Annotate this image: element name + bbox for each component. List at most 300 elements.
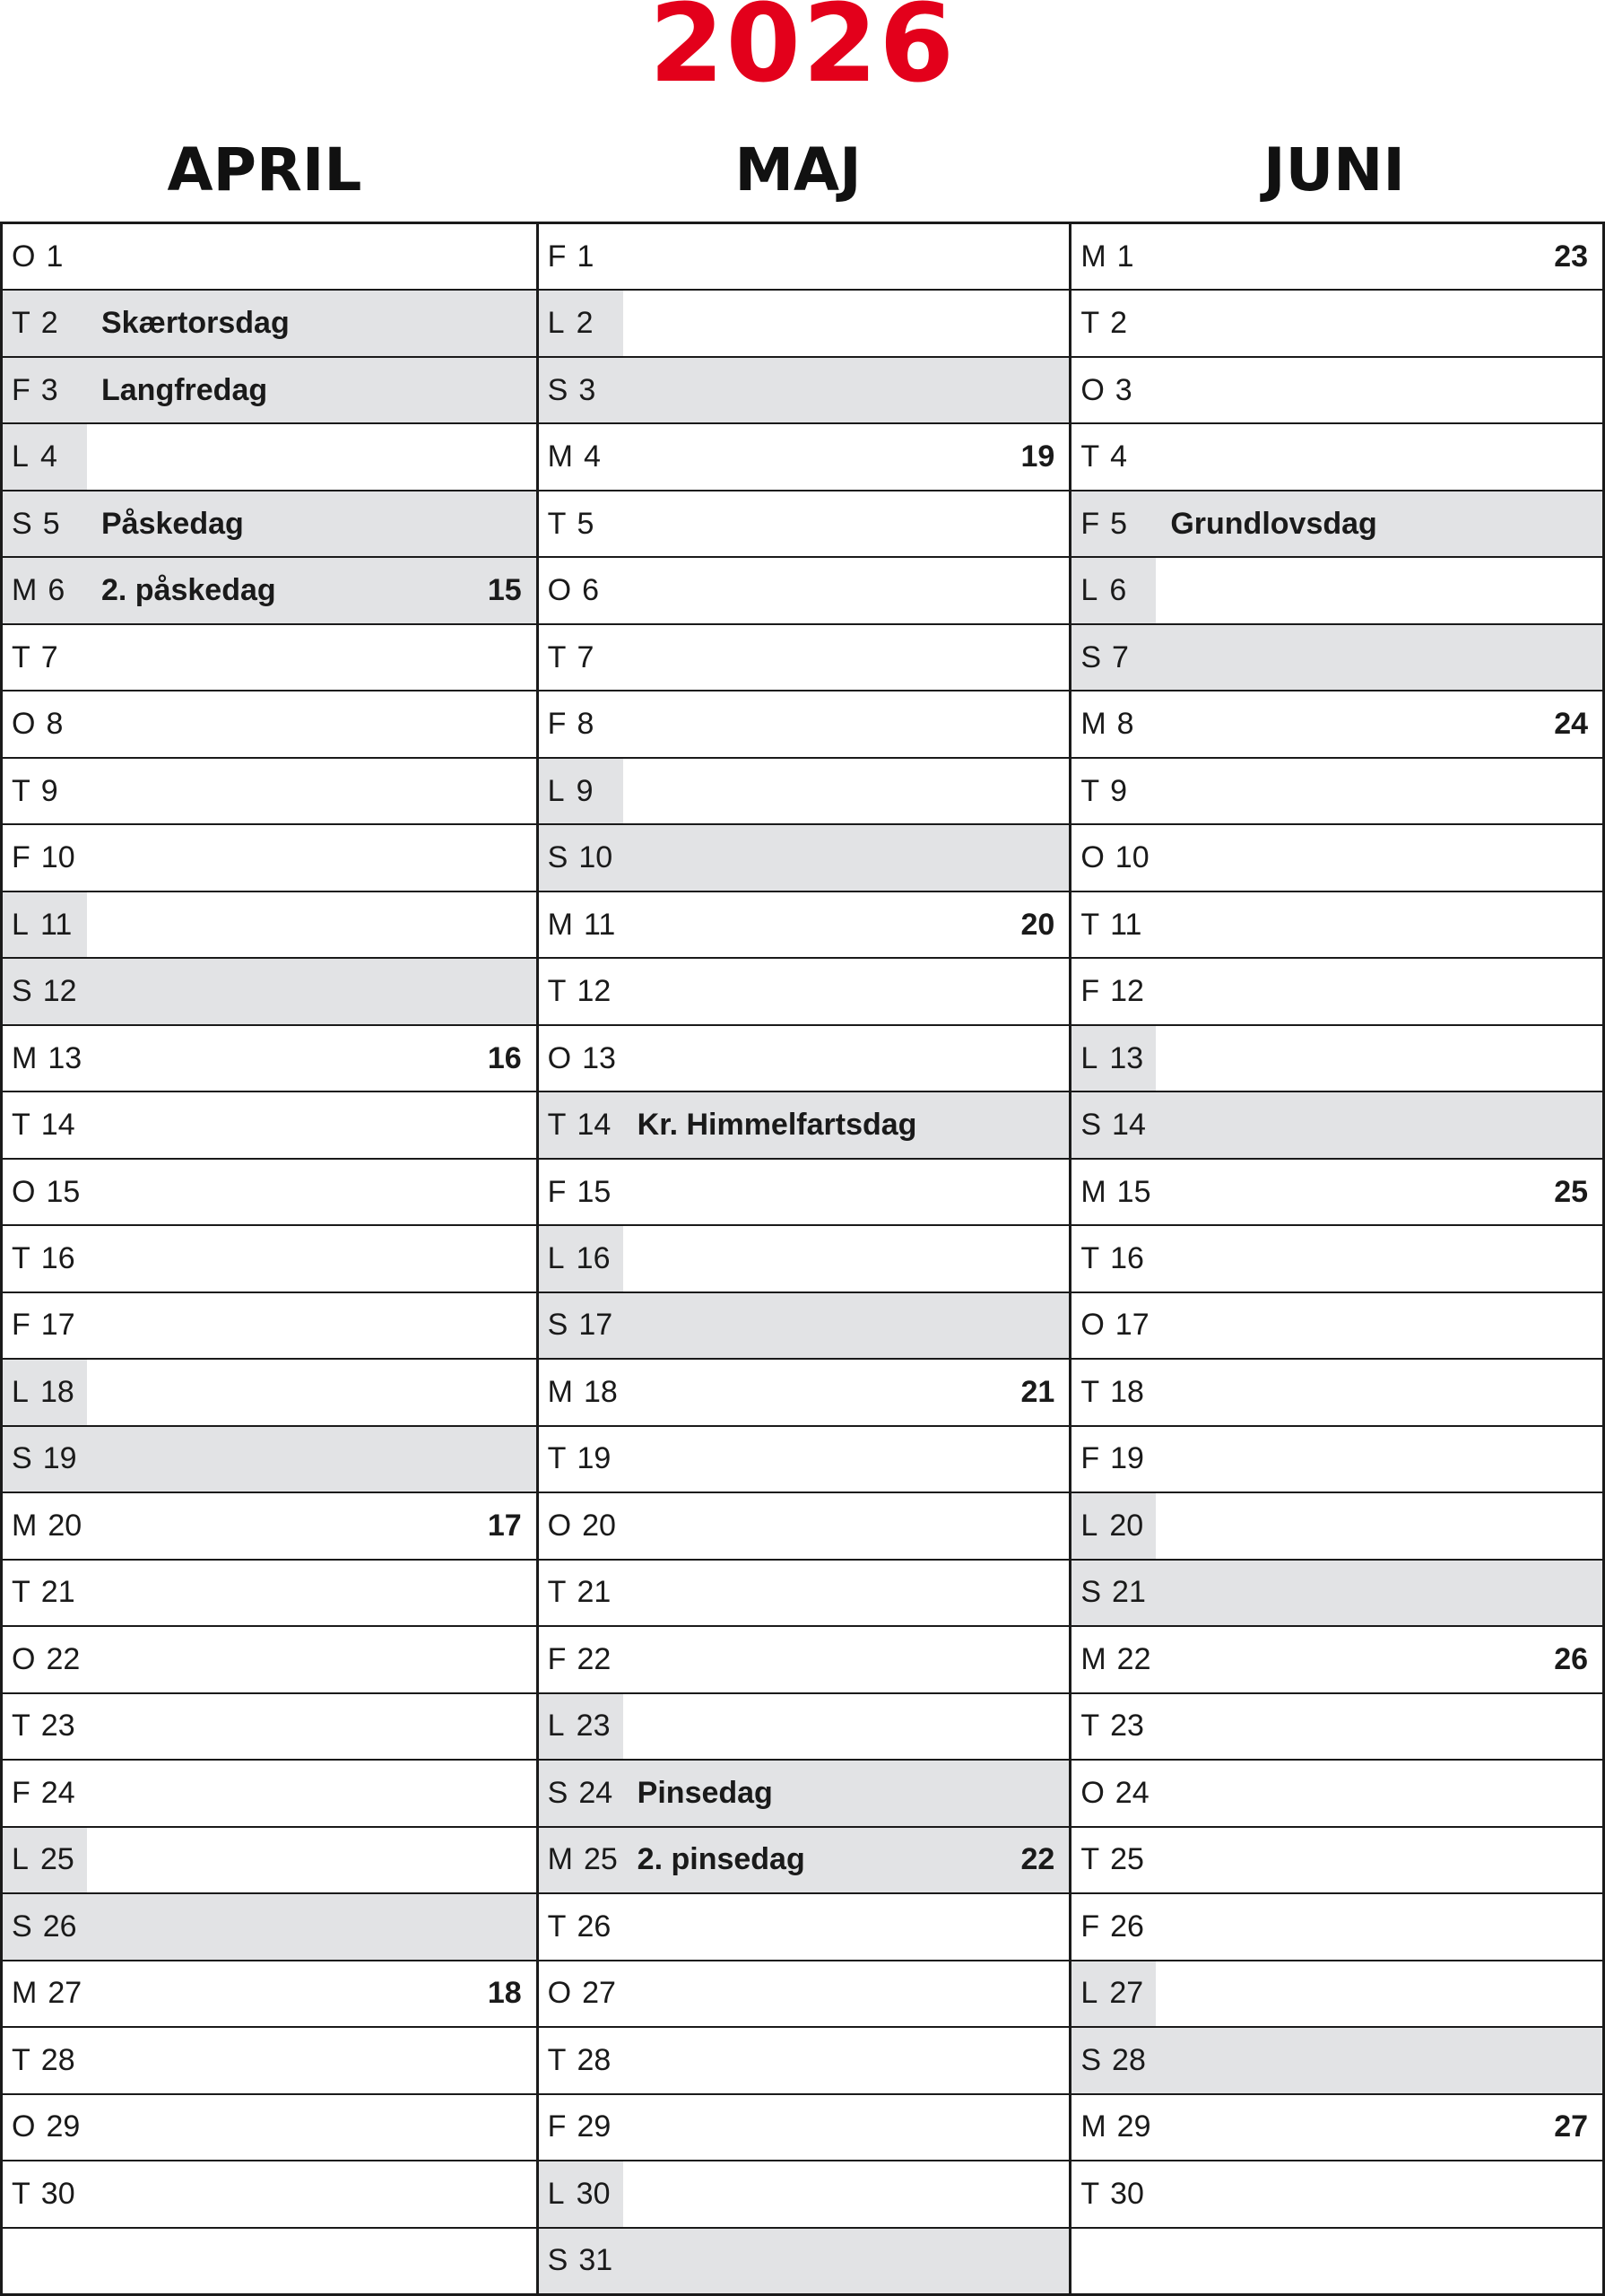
day-row bbox=[1071, 892, 1602, 959]
weekday-letter: T bbox=[1080, 1709, 1100, 1744]
month-header-juni: JUNI bbox=[1263, 135, 1405, 204]
day-row bbox=[3, 491, 536, 558]
weekday-letter: S bbox=[1080, 1108, 1102, 1143]
day-number: 14 bbox=[577, 1108, 612, 1143]
weekday-letter: M bbox=[12, 573, 38, 608]
day-label bbox=[539, 1026, 623, 1091]
day-number: 2 bbox=[40, 306, 58, 341]
weekday-letter: M bbox=[547, 1374, 573, 1409]
day-row bbox=[539, 1694, 1070, 1761]
day-row bbox=[3, 825, 536, 891]
day-label bbox=[539, 558, 623, 622]
weekday-letter: M bbox=[1080, 2109, 1106, 2144]
day-label bbox=[539, 424, 623, 489]
weekday-letter: M bbox=[547, 1842, 573, 1877]
day-number: 1 bbox=[577, 239, 594, 274]
day-row bbox=[539, 759, 1070, 825]
month-header-april: APRIL bbox=[167, 135, 362, 204]
holiday-name: 2. pinsedag bbox=[637, 1842, 805, 1877]
day-row bbox=[1071, 1427, 1602, 1493]
weekday-letter: M bbox=[12, 1976, 38, 2011]
day-row bbox=[539, 2095, 1070, 2161]
day-number: 8 bbox=[577, 707, 594, 742]
day-number: 29 bbox=[1116, 2109, 1151, 2144]
weekday-letter: S bbox=[12, 1441, 32, 1476]
day-label bbox=[3, 1293, 87, 1358]
day-row bbox=[3, 2229, 536, 2293]
day-label bbox=[1071, 1961, 1156, 2026]
weekday-letter: S bbox=[547, 1775, 568, 1810]
day-row bbox=[1071, 491, 1602, 558]
year-title: 2026 bbox=[649, 0, 956, 107]
day-number: 4 bbox=[40, 439, 57, 474]
day-label bbox=[3, 1894, 87, 1959]
calendar-grid bbox=[0, 222, 1605, 2296]
day-row bbox=[539, 1092, 1070, 1159]
weekday-letter: T bbox=[547, 1575, 567, 1610]
day-label bbox=[1071, 1293, 1156, 1358]
day-row bbox=[3, 2161, 536, 2228]
day-label bbox=[539, 2028, 623, 2092]
day-label bbox=[3, 1493, 87, 1558]
day-number: 11 bbox=[584, 907, 616, 942]
day-row bbox=[1071, 625, 1602, 691]
weekday-letter: S bbox=[12, 506, 32, 541]
day-row bbox=[539, 224, 1070, 291]
day-number: 24 bbox=[1115, 1775, 1150, 1810]
day-row bbox=[539, 1894, 1070, 1961]
day-number: 5 bbox=[577, 506, 594, 541]
day-row bbox=[539, 1493, 1070, 1560]
day-row bbox=[539, 1961, 1070, 2028]
weekday-letter: F bbox=[547, 1641, 567, 1676]
weekday-letter: F bbox=[547, 707, 567, 742]
day-label bbox=[3, 1694, 87, 1759]
weekday-letter: O bbox=[1080, 1308, 1105, 1343]
weekday-letter: T bbox=[1080, 1241, 1100, 1275]
day-number: 22 bbox=[577, 1641, 612, 1676]
day-row bbox=[539, 2161, 1070, 2228]
day-label bbox=[539, 2161, 623, 2226]
day-row bbox=[1071, 224, 1602, 291]
day-label bbox=[539, 1894, 623, 1959]
day-label bbox=[3, 358, 87, 422]
weekday-letter: T bbox=[547, 1909, 567, 1944]
day-row bbox=[3, 558, 536, 624]
day-row bbox=[1071, 1961, 1602, 2028]
day-label bbox=[3, 1828, 87, 1892]
day-label bbox=[539, 892, 623, 957]
day-row bbox=[1071, 1894, 1602, 1961]
day-label bbox=[1071, 358, 1156, 422]
day-number: 6 bbox=[582, 573, 600, 608]
day-number: 27 bbox=[1109, 1976, 1144, 2011]
day-number: 26 bbox=[577, 1909, 612, 1944]
day-number: 10 bbox=[1115, 840, 1150, 875]
weekday-letter: F bbox=[12, 372, 30, 407]
weekday-letter: L bbox=[1080, 1508, 1098, 1543]
day-number: 25 bbox=[1110, 1842, 1144, 1877]
day-label bbox=[1071, 1694, 1156, 1759]
day-number: 3 bbox=[578, 372, 596, 407]
week-number: 26 bbox=[1554, 1641, 1589, 1676]
weekday-letter: L bbox=[1080, 1976, 1098, 2011]
day-row bbox=[1071, 1694, 1602, 1761]
day-row bbox=[539, 892, 1070, 959]
day-number: 25 bbox=[40, 1842, 74, 1877]
holiday-name: Grundlovsdag bbox=[1170, 506, 1377, 541]
day-row bbox=[1071, 424, 1602, 491]
weekday-letter: M bbox=[1080, 1174, 1106, 1209]
day-row bbox=[1071, 1226, 1602, 1292]
day-row bbox=[539, 1293, 1070, 1360]
day-number: 19 bbox=[42, 1441, 77, 1476]
weekday-letter: S bbox=[12, 1909, 32, 1944]
weekday-letter: T bbox=[1080, 439, 1100, 474]
day-number: 12 bbox=[577, 974, 612, 1009]
day-label bbox=[539, 759, 623, 823]
weekday-letter: T bbox=[12, 2176, 30, 2211]
week-number: 23 bbox=[1554, 239, 1589, 274]
holiday-name: Pinsedag bbox=[637, 1775, 773, 1810]
weekday-letter: T bbox=[12, 306, 30, 341]
day-row bbox=[3, 1160, 536, 1226]
day-number: 16 bbox=[40, 1241, 75, 1275]
weekday-letter: T bbox=[1080, 2176, 1100, 2211]
day-row bbox=[3, 358, 536, 424]
day-row bbox=[539, 1627, 1070, 1693]
month-column bbox=[536, 224, 1070, 2293]
day-row bbox=[3, 291, 536, 357]
day-label bbox=[539, 625, 623, 690]
day-row bbox=[3, 424, 536, 491]
day-number: 21 bbox=[577, 1575, 612, 1610]
day-number: 26 bbox=[1110, 1909, 1144, 1944]
day-row bbox=[539, 1828, 1070, 1894]
weekday-letter: M bbox=[1080, 239, 1106, 274]
day-number: 15 bbox=[577, 1174, 612, 1209]
day-row bbox=[3, 691, 536, 758]
weekday-letter: T bbox=[547, 1441, 567, 1476]
weekday-letter: F bbox=[12, 1775, 30, 1810]
weekday-letter: T bbox=[547, 506, 567, 541]
day-label bbox=[1071, 1493, 1156, 1558]
weekday-letter: O bbox=[1080, 1775, 1105, 1810]
day-number: 23 bbox=[40, 1709, 75, 1744]
day-row bbox=[1071, 1761, 1602, 1827]
day-number: 7 bbox=[577, 639, 594, 674]
day-row bbox=[3, 1026, 536, 1092]
day-label bbox=[539, 1561, 623, 1625]
day-label bbox=[1071, 1627, 1156, 1692]
day-label bbox=[3, 625, 87, 690]
day-label bbox=[3, 825, 87, 890]
day-row bbox=[1071, 1293, 1602, 1360]
weekday-letter: T bbox=[12, 639, 30, 674]
weekday-letter: T bbox=[547, 1108, 567, 1143]
day-row bbox=[1071, 1561, 1602, 1627]
day-number: 17 bbox=[1115, 1308, 1150, 1343]
day-label bbox=[539, 825, 623, 890]
day-label bbox=[539, 1627, 623, 1692]
weekday-letter: O bbox=[12, 2109, 36, 2144]
weekday-letter: F bbox=[1080, 1909, 1100, 1944]
week-number: 22 bbox=[1020, 1842, 1055, 1877]
day-row bbox=[3, 224, 536, 291]
day-label bbox=[1071, 291, 1156, 355]
day-row bbox=[539, 1561, 1070, 1627]
day-number: 28 bbox=[1112, 2042, 1146, 2077]
weekday-letter: T bbox=[12, 773, 30, 808]
weekday-letter: M bbox=[1080, 1641, 1106, 1676]
day-label bbox=[1071, 1360, 1156, 1424]
day-number: 5 bbox=[1110, 506, 1128, 541]
day-label bbox=[1071, 1828, 1156, 1892]
day-number: 30 bbox=[40, 2176, 75, 2211]
weekday-letter: F bbox=[12, 1308, 30, 1343]
day-label bbox=[1071, 2229, 1156, 2293]
day-label bbox=[3, 2028, 87, 2092]
day-number: 15 bbox=[46, 1174, 81, 1209]
day-row bbox=[3, 2095, 536, 2161]
day-row bbox=[3, 1761, 536, 1827]
day-number: 15 bbox=[1116, 1174, 1151, 1209]
holiday-name: Kr. Himmelfartsdag bbox=[637, 1108, 917, 1143]
weekday-letter: F bbox=[547, 1174, 567, 1209]
day-row bbox=[3, 2028, 536, 2094]
weekday-letter: L bbox=[1080, 573, 1098, 608]
weekday-letter: O bbox=[12, 1641, 36, 1676]
day-number: 13 bbox=[1109, 1040, 1144, 1075]
weekday-letter: L bbox=[547, 306, 565, 341]
day-label bbox=[3, 424, 87, 489]
day-number: 18 bbox=[1110, 1374, 1144, 1409]
weekday-letter: O bbox=[12, 1174, 36, 1209]
day-label bbox=[1071, 2028, 1156, 2092]
weekday-letter: F bbox=[1080, 974, 1100, 1009]
weekday-letter: F bbox=[547, 239, 567, 274]
weekday-letter: T bbox=[12, 1241, 30, 1275]
day-number: 2 bbox=[1110, 306, 1128, 341]
day-number: 9 bbox=[576, 773, 594, 808]
day-row bbox=[1071, 1092, 1602, 1159]
day-label bbox=[539, 1761, 623, 1825]
day-number: 9 bbox=[40, 773, 58, 808]
day-number: 18 bbox=[584, 1374, 618, 1409]
day-number: 28 bbox=[40, 2042, 75, 2077]
day-number: 19 bbox=[1110, 1441, 1144, 1476]
day-label bbox=[3, 224, 87, 289]
day-number: 31 bbox=[578, 2243, 613, 2278]
day-label bbox=[539, 1293, 623, 1358]
day-label bbox=[3, 1360, 87, 1424]
day-label bbox=[3, 1092, 87, 1157]
day-number: 29 bbox=[46, 2109, 81, 2144]
day-row bbox=[539, 2229, 1070, 2293]
day-number: 13 bbox=[582, 1040, 616, 1075]
weekday-letter: T bbox=[547, 639, 567, 674]
day-number: 19 bbox=[577, 1441, 612, 1476]
weekday-letter: M bbox=[547, 439, 573, 474]
day-row bbox=[1071, 691, 1602, 758]
weekday-letter: T bbox=[12, 2042, 30, 2077]
day-label bbox=[3, 1961, 87, 2026]
day-label bbox=[1071, 825, 1156, 890]
day-number: 17 bbox=[40, 1308, 75, 1343]
day-number: 10 bbox=[578, 840, 613, 875]
day-label bbox=[1071, 759, 1156, 823]
weekday-letter: T bbox=[547, 2042, 567, 2077]
day-row bbox=[1071, 825, 1602, 891]
day-label bbox=[539, 1427, 623, 1492]
day-label bbox=[3, 959, 87, 1023]
day-label bbox=[3, 759, 87, 823]
weekday-letter: F bbox=[1080, 506, 1100, 541]
day-row bbox=[1071, 2028, 1602, 2094]
holiday-name: Skærtorsdag bbox=[101, 306, 290, 341]
day-row bbox=[539, 625, 1070, 691]
day-row bbox=[1071, 959, 1602, 1025]
day-label bbox=[1071, 224, 1156, 289]
weekday-letter: S bbox=[1080, 639, 1102, 674]
weekday-letter: O bbox=[547, 1040, 572, 1075]
weekday-letter: T bbox=[1080, 1374, 1100, 1409]
day-number: 4 bbox=[1110, 439, 1128, 474]
day-number: 5 bbox=[42, 506, 60, 541]
weekday-letter: O bbox=[547, 573, 572, 608]
day-label bbox=[1071, 1226, 1156, 1291]
day-number: 21 bbox=[40, 1575, 75, 1610]
day-row bbox=[3, 1627, 536, 1693]
day-number: 4 bbox=[584, 439, 601, 474]
weekday-letter: S bbox=[1080, 1575, 1102, 1610]
day-label bbox=[539, 691, 623, 756]
day-row bbox=[539, 558, 1070, 624]
day-label bbox=[539, 2229, 623, 2293]
day-number: 30 bbox=[576, 2176, 611, 2211]
week-number: 25 bbox=[1554, 1174, 1589, 1209]
day-label bbox=[1071, 1561, 1156, 1625]
day-row bbox=[539, 358, 1070, 424]
day-number: 7 bbox=[1112, 639, 1129, 674]
day-row bbox=[1071, 1828, 1602, 1894]
day-label bbox=[3, 1761, 87, 1825]
day-number: 28 bbox=[577, 2042, 612, 2077]
day-number: 20 bbox=[582, 1508, 616, 1543]
day-row bbox=[1071, 291, 1602, 357]
day-row bbox=[539, 1761, 1070, 1827]
week-number: 15 bbox=[487, 573, 522, 608]
day-row bbox=[539, 1026, 1070, 1092]
day-row bbox=[3, 1694, 536, 1761]
day-label bbox=[539, 291, 623, 355]
day-label bbox=[1071, 892, 1156, 957]
day-number: 16 bbox=[1110, 1241, 1144, 1275]
weekday-letter: M bbox=[12, 1040, 38, 1075]
weekday-letter: M bbox=[547, 907, 573, 942]
day-row bbox=[539, 1226, 1070, 1292]
day-row bbox=[539, 1360, 1070, 1426]
day-label bbox=[3, 1160, 87, 1224]
day-row bbox=[3, 1561, 536, 1627]
weekday-letter: O bbox=[547, 1508, 572, 1543]
weekday-letter: S bbox=[547, 372, 568, 407]
month-column bbox=[3, 224, 536, 2293]
weekday-letter: T bbox=[12, 1575, 30, 1610]
weekday-letter: T bbox=[1080, 1842, 1100, 1877]
weekday-letter: T bbox=[1080, 773, 1100, 808]
weekday-letter: S bbox=[547, 2243, 568, 2278]
day-number: 6 bbox=[48, 573, 65, 608]
day-row bbox=[1071, 1493, 1602, 1560]
day-number: 18 bbox=[40, 1374, 74, 1409]
day-label bbox=[1071, 1427, 1156, 1492]
day-label bbox=[1071, 959, 1156, 1023]
day-label bbox=[1071, 491, 1156, 556]
weekday-letter: M bbox=[1080, 707, 1106, 742]
day-label bbox=[1071, 424, 1156, 489]
day-number: 16 bbox=[576, 1241, 611, 1275]
day-label bbox=[3, 491, 87, 556]
day-number: 7 bbox=[40, 639, 58, 674]
day-number: 21 bbox=[1112, 1575, 1146, 1610]
weekday-letter: L bbox=[547, 1709, 565, 1744]
day-row bbox=[3, 1828, 536, 1894]
day-label bbox=[539, 1226, 623, 1291]
day-row bbox=[3, 625, 536, 691]
day-number: 6 bbox=[1109, 573, 1127, 608]
month-column bbox=[1069, 224, 1602, 2293]
weekday-letter: F bbox=[12, 840, 30, 875]
day-label bbox=[1071, 2161, 1156, 2226]
day-label bbox=[1071, 691, 1156, 756]
day-number: 22 bbox=[1116, 1641, 1151, 1676]
day-label bbox=[539, 1961, 623, 2026]
weekday-letter: O bbox=[1080, 840, 1105, 875]
week-number: 16 bbox=[487, 1040, 522, 1075]
day-number: 1 bbox=[46, 239, 64, 274]
weekday-letter: O bbox=[1080, 372, 1105, 407]
day-label bbox=[3, 2095, 87, 2160]
day-row bbox=[1071, 1360, 1602, 1426]
day-label bbox=[1071, 558, 1156, 622]
weekday-letter: O bbox=[547, 1976, 572, 2011]
day-row bbox=[1071, 2229, 1602, 2293]
day-row bbox=[3, 1360, 536, 1426]
day-number: 2 bbox=[576, 306, 594, 341]
day-label bbox=[539, 959, 623, 1023]
week-number: 19 bbox=[1020, 439, 1055, 474]
day-label bbox=[3, 291, 87, 355]
day-number: 23 bbox=[576, 1709, 611, 1744]
day-label bbox=[1071, 625, 1156, 690]
day-label bbox=[3, 558, 87, 622]
day-label bbox=[539, 1160, 623, 1224]
day-number: 23 bbox=[1110, 1709, 1144, 1744]
weekday-letter: L bbox=[12, 907, 29, 942]
day-number: 9 bbox=[1110, 773, 1128, 808]
day-row bbox=[3, 1961, 536, 2028]
day-row bbox=[539, 825, 1070, 891]
weekday-letter: T bbox=[12, 1709, 30, 1744]
day-label bbox=[3, 691, 87, 756]
weekday-letter: T bbox=[1080, 907, 1100, 942]
day-number: 11 bbox=[40, 907, 73, 942]
weekday-letter: T bbox=[1080, 306, 1100, 341]
day-row bbox=[539, 2028, 1070, 2094]
week-number: 21 bbox=[1020, 1374, 1055, 1409]
day-number: 11 bbox=[1110, 907, 1142, 942]
